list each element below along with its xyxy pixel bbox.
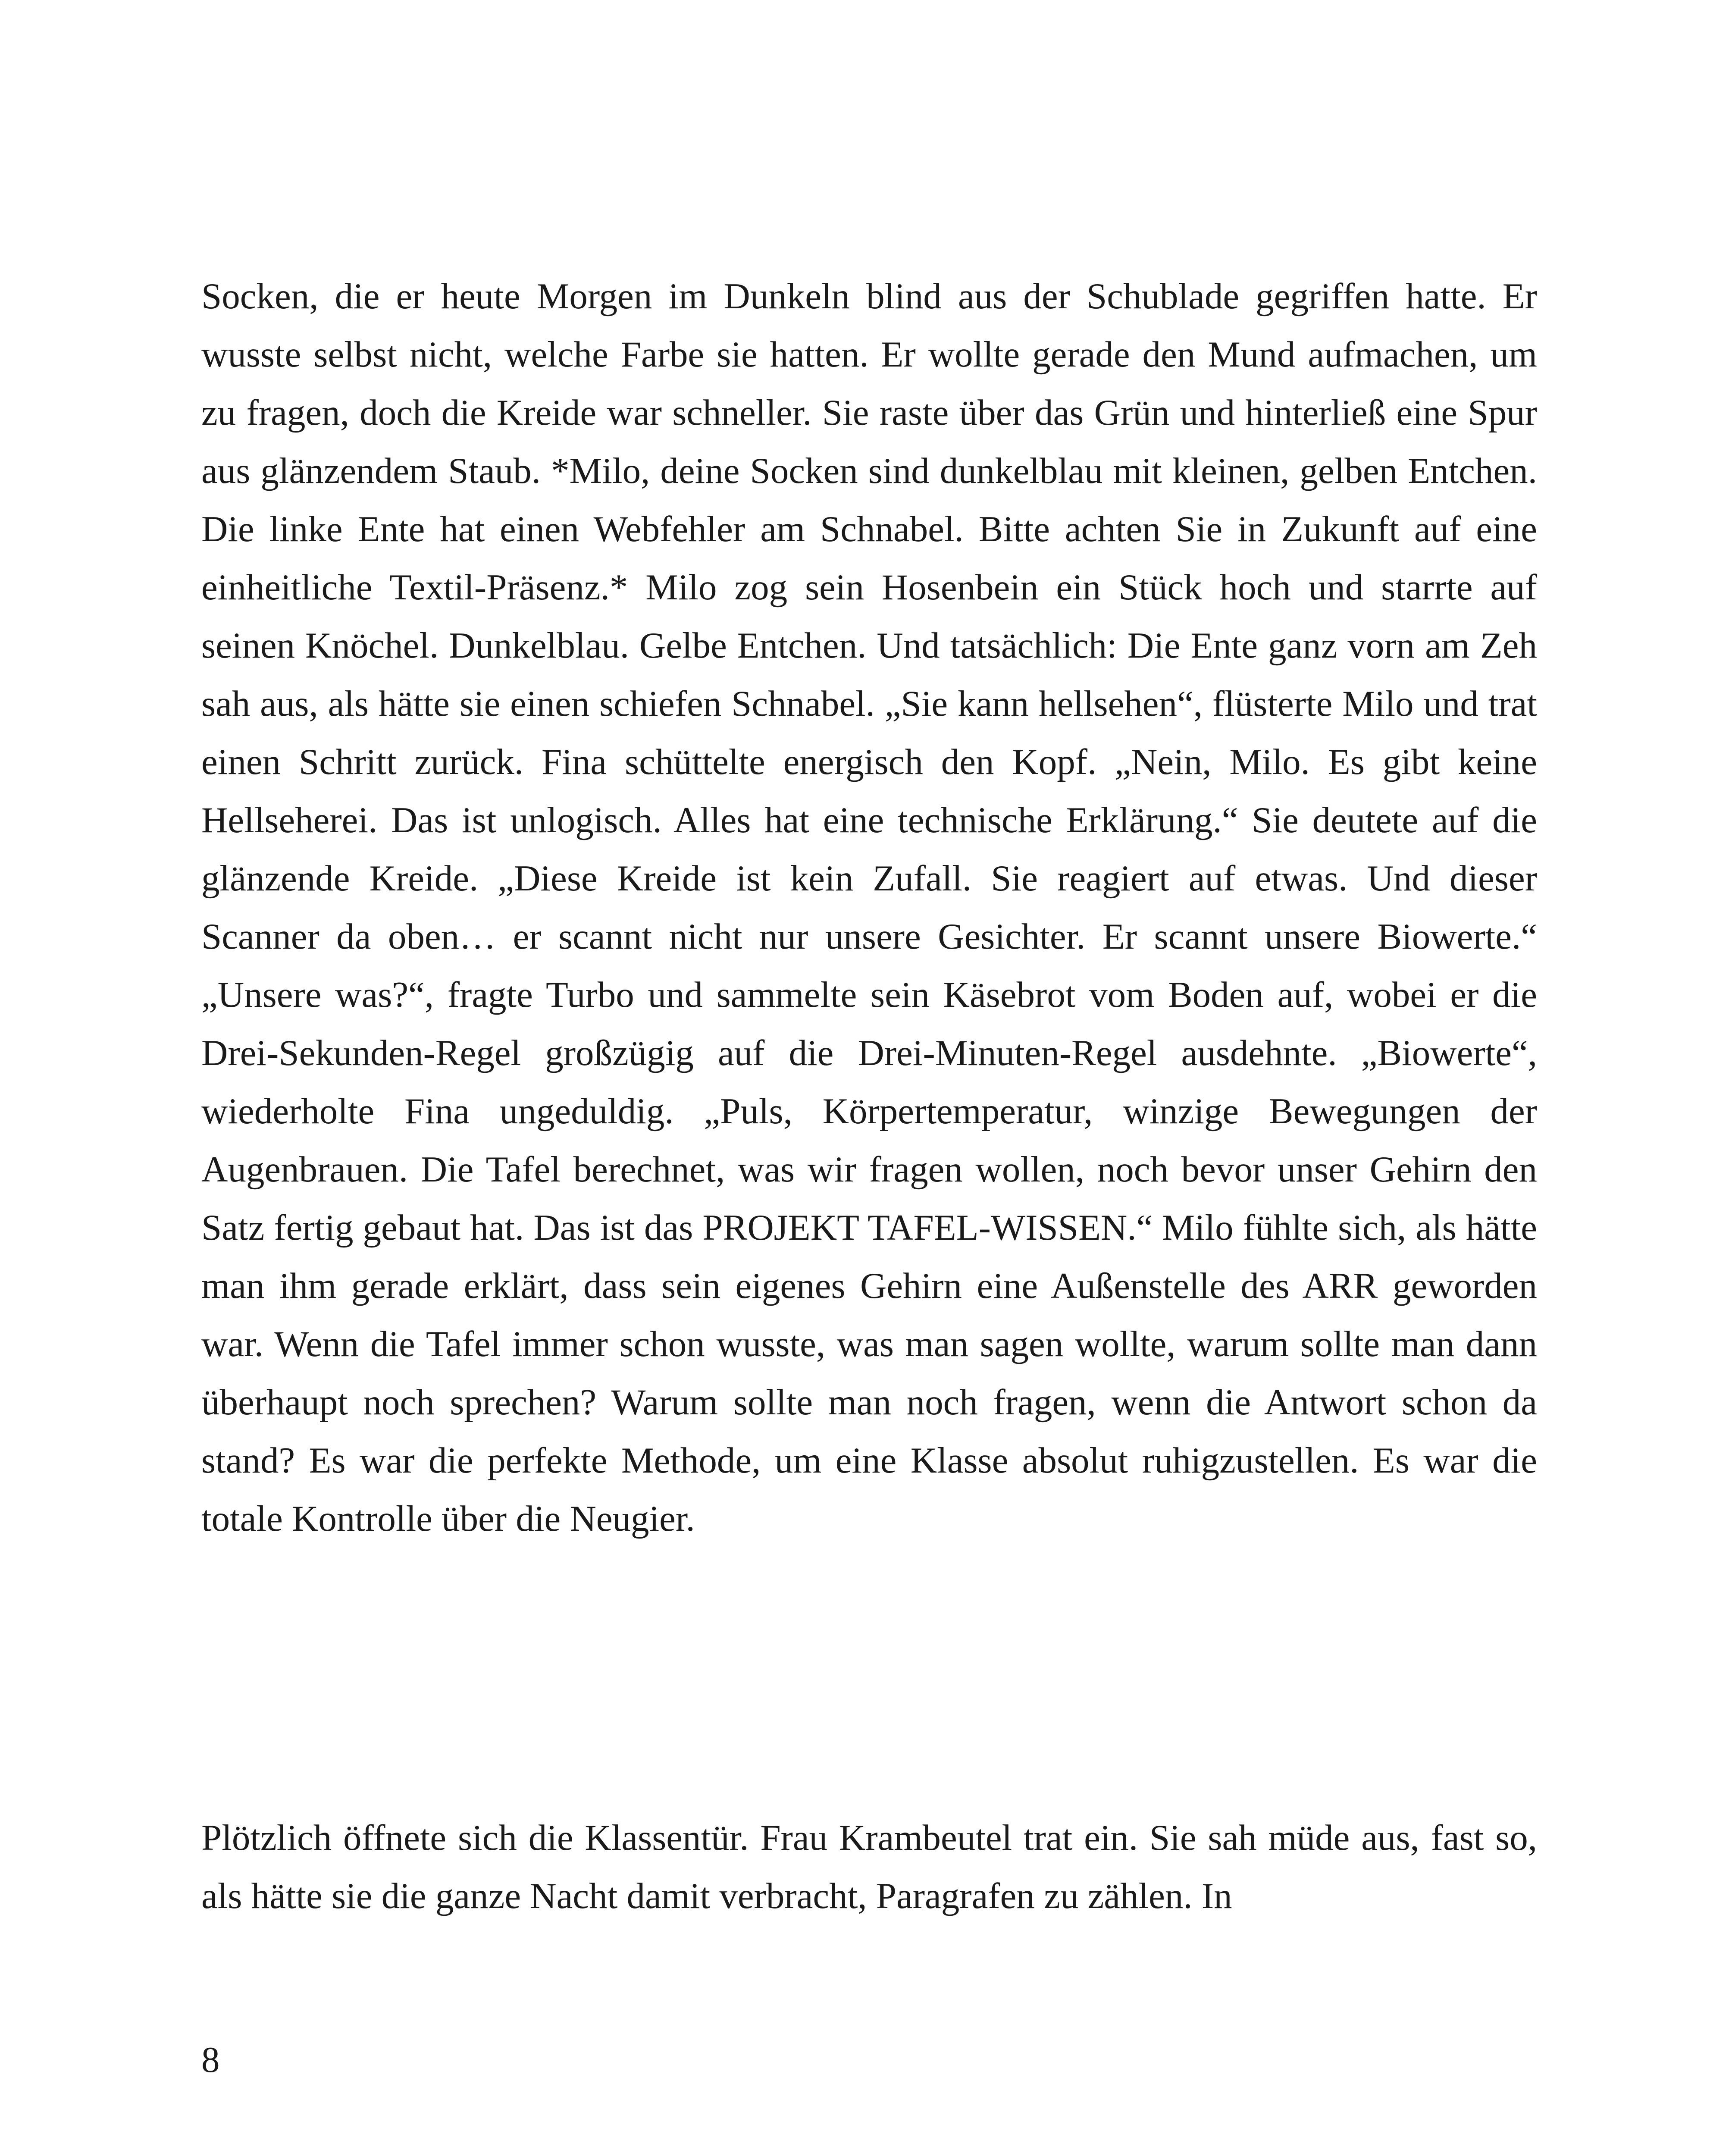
page-number: 8 [201,2040,220,2080]
body-paragraph-1: Socken, die er heute Morgen im Dunkeln blind aus der Schublade gegriffen hatte. Er wusste selbst nicht, welche Farbe sie hatten. Er wollte gerade den Mund aufmachen, um zu fragen, doch die Kreide war schneller. Sie raste über das Grün und hinterließ eine Spur aus glänzendem Staub. *Milo, deine Socken sind dunkelblau mit kleinen, gelben Entchen. Die linke Ente hat einen Webfehler am Schnabel. Bitte achten Sie in Zukunft auf eine einheitliche Textil-Präsenz.* Milo zog sein Hosenbein ein Stück hoch und starrte auf seinen Knöchel. Dunkelblau. Gelbe Entchen. Und tatsächlich: Die Ente ganz vorn am Zeh sah aus, als hätte sie einen schiefen Schnabel. „Sie kann hellsehen“, flüsterte Milo und trat einen Schritt zurück. Fina schüttelte energisch den Kopf. „Nein, Milo. Es gibt keine Hellseherei. Das ist unlogisch. Alles hat eine technische Erklärung.“ Sie deutete auf die glänzende Kreide. „Diese Kreide ist kein Zufall. Sie reagiert auf etwas. Und dieser Scanner da oben… er scannt nicht nur unsere Gesichter. Er scannt unsere Biowerte.“ „Unsere was?“, fragte Turbo und sammelte sein Käsebrot vom Boden auf, wobei er die Drei-Sekunden-Regel großzügig auf die Drei-Minuten-Regel ausdehnte. „Biowerte“, wiederholte Fina ungeduldig. „Puls, Körpertemperatur, winzige Bewegungen der Augenbrauen. Die Tafel berechnet, was wir fragen wollen, noch bevor unser Gehirn den Satz fertig gebaut hat. Das ist das PROJEKT TAFEL-WISSEN.“ Milo fühlte sich, als hätte man ihm gerade erklärt, dass sein eigenes Gehirn eine Außenstelle des ARR geworden war. Wenn die Tafel immer schon wusste, was man sagen wollte, warum sollte man dann überhaupt noch sprechen? Warum sollte man noch fragen, wenn die Antwort schon da stand? Es war die perfekte Methode, um eine Klasse absolut ruhigzustellen. Es war die totale Kontrolle über die Neugier. [201,276,1537,1539]
body-paragraph-2: Plötzlich öffnete sich die Klassentür. Frau Krambeutel trat ein. Sie sah müde aus, fast so, als hätte sie die ganze Nacht damit verbracht, Paragrafen zu zählen. In [201,1818,1537,1916]
